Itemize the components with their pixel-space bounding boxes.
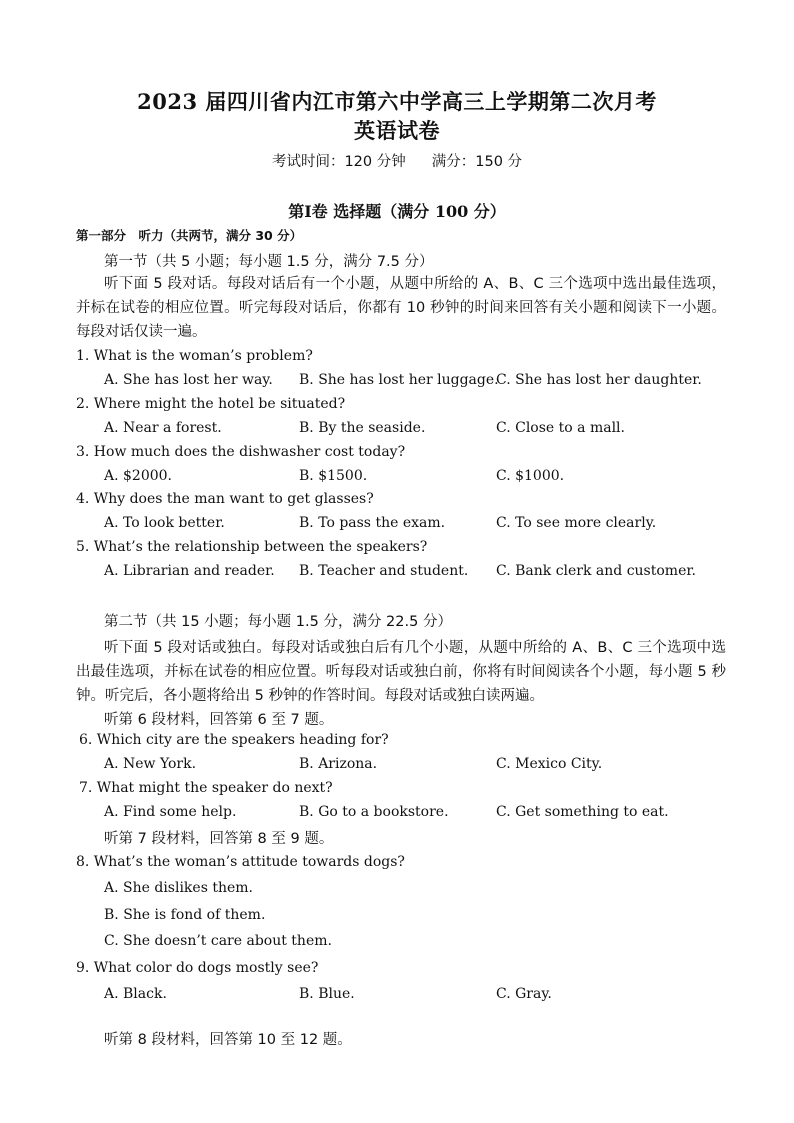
q2-option-c: C. Close to a mall. <box>496 420 625 436</box>
q1-option-c: C. She has lost her daughter. <box>496 372 702 388</box>
q8-option-a: A. She dislikes them. <box>104 880 253 896</box>
q1-stem: 1. What is the woman’s problem? <box>76 348 313 364</box>
section-title: 第Ⅰ卷 选择题（满分 100 分） <box>288 202 506 221</box>
q3-option-c: C. $1000. <box>496 468 565 484</box>
q6-option-c: C. Mexico City. <box>496 756 603 772</box>
q4-option-a: A. To look better. <box>104 515 225 531</box>
q9-option-a: A. Black. <box>104 986 167 1002</box>
q1-option-a: A. She has lost her way. <box>104 372 273 388</box>
exam-time: 考试时间：120 分钟 <box>271 154 406 170</box>
q5-option-a: A. Librarian and reader. <box>104 563 275 579</box>
q2-stem: 2. Where might the hotel be situated? <box>76 396 346 412</box>
q4-option-b: B. To pass the exam. <box>299 515 446 531</box>
q7-option-a: A. Find some help. <box>104 804 237 820</box>
q7-option-c: C. Get something to eat. <box>496 804 669 820</box>
material-7-note: 听第 7 段材料，回答第 8 至 9 题。 <box>104 831 334 847</box>
q8-option-b: B. She is fond of them. <box>104 907 266 923</box>
q5-option-b: B. Teacher and student. <box>299 563 469 579</box>
q8-stem: 8. What’s the woman’s attitude towards dogs? <box>76 854 405 870</box>
sub1-instructions: 听下面 5 段对话。每段对话后有一个小题，从题中所给的 A、B、C 三个选项中选出最佳选项，并标在试卷的相应位置。听完每段对话后，你都有 10 秒钟的时间来回答有关小题和阅读下一小题。每段对话仅读一遍。 <box>76 276 726 340</box>
q9-stem: 9. What color do dogs mostly see? <box>76 960 319 976</box>
q1-option-b: B. She has lost her luggage. <box>299 372 499 388</box>
sub2-instructions: 听下面 5 段对话或独白。每段对话或独白后有几个小题，从题中所给的 A、B、C 三个选项中选出最佳选项，并标在试卷的相应位置。听每段对话或独白前，你将有时间阅读各个小题，每小题 5 秒钟。听完后，各小题将给出 5 秒钟的作答时间。每段对话或独白读两遍。 <box>76 640 726 704</box>
q9-option-b: B. Blue. <box>299 986 355 1002</box>
q3-stem: 3. How much does the dishwasher cost today? <box>76 444 406 460</box>
material-6-note: 听第 6 段材料，回答第 6 至 7 题。 <box>104 712 334 728</box>
q2-option-b: B. By the seaside. <box>299 420 426 436</box>
q5-stem: 5. What’s the relationship between the speakers? <box>76 539 428 555</box>
q4-option-c: C. To see more clearly. <box>496 515 657 531</box>
q9-option-c: C. Gray. <box>496 986 552 1002</box>
q4-stem: 4. Why does the man want to get glasses? <box>76 491 374 507</box>
q2-option-a: A. Near a forest. <box>104 420 222 436</box>
q7-stem: 7. What might the speaker do next? <box>79 780 333 796</box>
q8-option-c: C. She doesn’t care about them. <box>104 933 332 949</box>
q3-option-a: A. $2000. <box>104 468 172 484</box>
q6-stem: 6. Which city are the speakers heading for? <box>79 732 389 748</box>
q3-option-b: B. $1500. <box>299 468 368 484</box>
sub2-heading: 第二节（共 15 小题；每小题 1.5 分，满分 22.5 分） <box>104 614 452 630</box>
exam-score: 满分：150 分 <box>431 154 523 170</box>
sub1-heading: 第一节（共 5 小题；每小题 1.5 分，满分 7.5 分） <box>104 254 434 270</box>
q6-option-b: B. Arizona. <box>299 756 378 772</box>
q6-option-a: A. New York. <box>104 756 197 772</box>
exam-title: 2023 届四川省内江市第六中学高三上学期第二次月考 <box>137 89 657 114</box>
exam-subtitle: 英语试卷 <box>354 118 440 143</box>
material-8-note: 听第 8 段材料，回答第 10 至 12 题。 <box>104 1032 352 1048</box>
part-heading: 第一部分 听力（共两节，满分 30 分） <box>76 228 303 243</box>
q7-option-b: B. Go to a bookstore. <box>299 804 449 820</box>
exam-info <box>0 150 794 171</box>
q5-option-c: C. Bank clerk and customer. <box>496 563 696 579</box>
